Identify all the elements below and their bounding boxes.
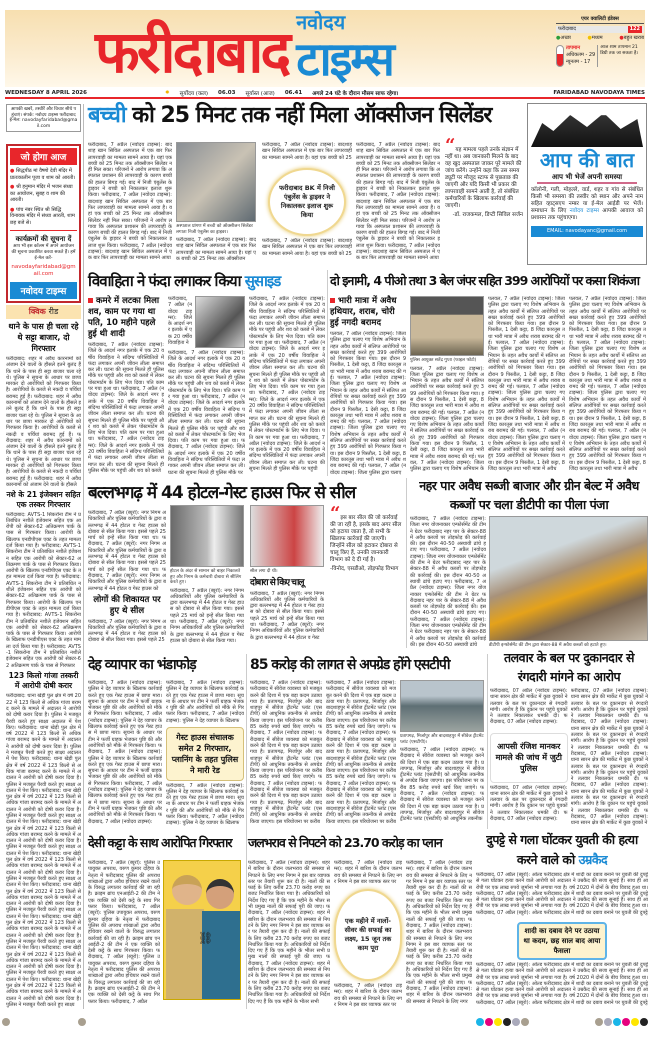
aapki-title: आप की बात [539, 148, 635, 172]
story-headline: 123 किलो गांजा तस्करी में आरोपी दोषी करार [8, 671, 79, 691]
hotels-body: फरीदाबाद, 7 अप्रैल (ब्यूरो): नगर निगम अधिकारियों और पुलिस कर्मचारियों के द्वारा बल्लभगढ़ में 44 होटल व गेस्ट हाउस को दोबारा से सील किया गया। इससे पहले 25 [88, 618, 166, 644]
masthead-title: फरीदाबाद [95, 18, 289, 87]
lead-column [262, 142, 352, 262]
extortion-body: फरीदाबाद, 07 अप्रैल (नवोदय टाइम्स): थाना सारन क्षेत्र की मार्केट में कुछ युवकों ने तलवार के बल पर दुकानदार से रंगदारी मांगी। आरोप है कि दुकान पर पहुंचे युवकों ने तलवार निकालकर धमकी दी। फरीदाबाद, 07 अप्रैल (नवोदय टाइम्स): [490, 688, 568, 726]
promo-text: आपकी खबरें, तस्वीरें और विचार सीधे पहुंचाएं। संपर्क: नवोदय टाइम्स फरीदाबाद [10, 107, 77, 118]
vice-callout: गेस्ट हाउस संचालक समेत 2 गिरफ्तार, प्लानिंग के तहत पुलिस ने मारी रेड [166, 727, 244, 781]
temp-min: न्यूनतम - 17 [566, 59, 591, 65]
sunrise-label: सूर्योदय (कल) [179, 90, 209, 97]
story-headline: नशे के 21 इंजेक्शन सहित एक तस्कर गिरफ्तार [6, 489, 81, 509]
aqi-title: एयर क्वालिटी इंडेक्स [556, 16, 644, 24]
aqi-city: फरीदाबाद [558, 26, 576, 32]
story-body: फरीदाबाद: थाना खेड़ी पुल क्षेत्र में वर्ष 2022 में 123 किलो से अधिक गांजा बरामद करने के मामले में अदालत ने आरोपी को दोषी करार दिया है। पुलिस ने मजबूत पैरवी करते हुए साक्ष्य अदालत में पेश किए। फरीदाबाद: थाना खेड़ी पुल क्षेत्र में वर्ष 2022 में 123 किलो से अधिक गांजा बरामद करने के मामले में अदालत ने आरोपी को दोषी करार दिया है। पुलिस ने मजबूत पैरवी करते हुए साक्ष्य अदालत में पेश किए। फरीदाबाद: थाना खेड़ी पुल क्षेत्र में वर्ष 2022 में 123 किलो से अधिक गांजा बरामद करने के मामले में अदालत ने आरोपी को दोषी करार दिया है। पुलिस ने मजबूत पैरवी करते हुए साक्ष्य अदालत में पेश किए। फरीदाबाद: थाना खेड़ी पुल क्षेत्र में वर्ष 2022 में 123 किलो से अधिक गांजा बरामद करने के मामले में अदालत ने आरोपी को दोषी करार दिया है। पुलिस ने मजबूत पैरवी करते हुए साक्ष्य अदालत में पेश किए। फरीदाबाद: थाना खेड़ी पुल क्षेत्र में वर्ष 2022 में 123 किलो से अधिक गांजा बरामद करने के मामले में अदालत ने आरोपी को दोषी करार दिया है। पुलिस ने मजबूत पैरवी करते हुए साक्ष्य अदालत में पेश किए। फरीदाबाद: थाना खेड़ी पुल क्षेत्र में वर्ष 2022 में 123 किलो से अधिक गांजा बरामद करने के मामले में अदालत ने आरोपी को दोषी करार दिया है। पुलिस ने मजबूत पैरवी करते हुए साक्ष्य अदालत में पेश किए। फरीदाबाद: थाना खेड़ी पुल क्षेत्र में वर्ष 2022 में 123 किलो से अधिक गांजा बरामद करने के मामले में अदालत ने आरोपी को दोषी करार दिया है। पुलिस ने मजबूत पैरवी करते हुए साक्ष्य अदालत में पेश किए। फरीदाबाद: थाना खेड़ी पुल क्षेत्र में वर्ष 2022 में 123 किलो से अधिक गांजा बरामद करने के मामले में अदालत ने आरोपी को दोषी करार दिया है। पुलिस ने मजबूत पैरवी करते हुए साक्ष्य अदालत में पेश किए। फरीदाबाद: थाना खेड़ी पुल क्षेत्र में वर्ष 2022 में 123 किलो से अधिक गांजा बरामद करने के मामले में अदालत ने आरोपी को दोषी करार दिया है। पुलिस ने मजबूत पैरवी करते हुए साक्ष्य अदालत में पेश किए। फरीदाबाद: थाना खेड़ी पुल क्षेत्र में वर्ष 2022 में 123 किलो से अधिक गांजा बरामद करने के मामले में अदालत ने आरोपी को दोषी करार दिया है। पुलिस ने मजबूत पैरवी करते हुए साक्ष्य [6, 693, 81, 1008]
extortion-story [490, 648, 648, 827]
story-body: फरीदाबाद: शहर में अवैध कारनामों को अंजाम देने वालों के हौसले इतने बुलंद हैं कि थाने के पास ही सट्टा बाजार चला रहे थे। पुलिस ने सूचना के आधार पर छापा मारकर दो आरोपियों को गिरफ्तार किया है। आरोपियों के कब्जे से नकदी व पर्चियां बरामद हुई हैं। फरीदाबाद: शहर में अवैध कारनामों को अंजाम देने वालों के हौसले इतने बुलंद हैं कि थाने के पास ही सट्टा बाजार चला रहे थे। पुलिस ने सूचना के आधार पर छापा मारकर दो आरोपियों को गिरफ्तार किया है। आरोपियों के कब्जे से नकदी व पर्चियां बरामद हुई हैं। फरीदाबाद: शहर में अवैध कारनामों को अंजाम देने वालों के हौसले इतने बुलंद हैं कि थाने के पास ही सट्टा बाजार चला रहे थे। पुलिस ने सूचना के आधार पर छापा मारकर दो आरोपियों को गिरफ्तार किया है। आरोपियों के कब्जे से नकदी व पर्चियां बरामद हुई हैं। फरीदाबाद: शहर में अवैध कारनामों को अंजाम देने वालों के हौसले [6, 356, 81, 488]
murder-story [476, 830, 648, 1010]
stp-plant-photo [400, 680, 484, 732]
extortion-headline: तलवार के बल पर दुकानदार से रंगदारी मांगने का आरोप [504, 650, 634, 684]
vice-column [88, 680, 162, 827]
katta-body: फरीदाबाद, 7 अप्रैल (ब्यूरो): पुलिस उपायुक्त अपराध, वरुण कुमार दहिया के नेतृत्व में फरीदाबाद पुलिस की अपराध शाखाओं द्वारा अवैध हथियार रखने वालों के विरुद्ध लगातार कार्रवाई की जा रही है। क्राइम ब्रांच एनआईटी-2 की टीम ने एक व्यक्ति को देसी कट्टे के साथ गिरफ्तार किया। फरीदाबाद, 7 अप्रैल (ब्यूरो): पुलिस उपायुक्त अपराध, वरुण कुमार दहिया के नेतृत्व में फरीदाबाद पुलिस की अपराध शाखाओं द्वारा अवैध हथियार रखने वालों के विरुद्ध लगातार कार्रवाई की जा रही है। क्राइम ब्रांच एनआईटी-2 की टीम ने एक व्यक्ति को देसी कट्टे के साथ गिरफ्तार किया। फरीदाबाद, 7 अप्रैल (ब्यूरो): पुलिस उपायुक्त अपराध, वरुण कुमार दहिया के नेतृत्व में फरीदाबाद पुलिस की अपराध शाखाओं द्वारा अवैध हथियार रखने वालों के विरुद्ध लगातार कार्रवाई की जा रही है। क्राइम ब्रांच एनआईटी-2 की टीम ने एक व्यक्ति को देसी कट्टे के साथ गिरफ्तार किया। फरीदाबाद, 7 अप्रैल [88, 860, 160, 1005]
arrests-column [488, 296, 565, 476]
masthead [95, 6, 550, 86]
quick-read-banner: क्विक रीड [6, 305, 81, 319]
paper-name: FARIDABAD NAVODAYA TIMES [553, 89, 645, 96]
left-column [6, 104, 81, 1009]
bulldozer-photo [489, 516, 648, 641]
lead-callout: फरीदाबाद BK में निजी एंबुलेंस के ड्राइवर ने निकालकर इलाज शुरू किया [268, 168, 346, 236]
lead-body: फरीदाबाद, 7 अप्रैल (नवोदय टाइम्स): बादशाह खान सिविल अस्पताल में एक बार फिर लापरवाही का मामला सामने आया है। यहां एक बच्ची को 25 मिनट तक ऑक्सीजन सिलेंडर नहीं मिल सका। परिजनों ने आरोप लगाया कि अस्पताल प्रशासन की लापरवाही के कारण बच्ची की हालत बिगड़ गई। बाद में निजी एंबुलेंस के ड्राइवर ने बच्ची को निकालकर इलाज शुरू किया। फरीदाबाद, 7 अप्रैल (नवोदय टाइम्स): बादशाह खान सिविल अस्पताल में एक बार फिर लापरवाही का मामला सामने आया है। यहां एक बच्ची को 25 मिनट तक ऑक्सीजन सिलेंडर नहीं मिल सका। परिजनों ने आरोप लगाया कि अस्पताल प्रशासन की लापरवाही के कारण बच्ची की हालत बिगड़ गई। बाद में निजी एंबुलेंस के ड्राइवर ने बच्ची को निकालकर इलाज शुरू किया। फरीदाबाद, 7 अप्रैल (नवोदय टाइम्स): बादशाह खान सिविल अस्पताल में एक बार फिर लापरवाही का मामला सामने आया [356, 142, 440, 262]
temp-label: तापमान [566, 45, 581, 51]
vice-column [166, 680, 244, 827]
hotel-sealing-photo-1 [170, 505, 244, 567]
extortion-body: फरीदाबाद, 07 अप्रैल (नवोदय टाइम्स): थाना सारन क्षेत्र की मार्केट में कुछ युवकों ने तलवार के बल पर दुकानदार से रंगदारी मांगी। आरोप है कि दुकान पर पहुंचे युवकों ने तलवार निकालकर धमकी दी। फरीदाबाद, 07 अप्रैल (नवोदय टाइम्स): [490, 784, 568, 822]
story-body: फरीदाबाद: AVTS-1 सिकरोना टीम ने प्रतिबंधित नशीले इंजेक्शन सहित एक आरोपी को सेक्टर-62 अतिक्रमण पार्क के पास से गिरफ्तार किया। आरोपी के खिलाफ एनडीपीएस एक्ट के तहत मामला दर्ज किया गया है। फरीदाबाद: AVTS-1 सिकरोना टीम ने प्रतिबंधित नशीले इंजेक्शन सहित एक आरोपी को सेक्टर-62 अतिक्रमण पार्क के पास से गिरफ्तार किया। आरोपी के खिलाफ एनडीपीएस एक्ट के तहत मामला दर्ज किया गया है। फरीदाबाद: AVTS-1 सिकरोना टीम ने प्रतिबंधित नशीले इंजेक्शन सहित एक आरोपी को सेक्टर-62 अतिक्रमण पार्क के पास से गिरफ्तार किया। आरोपी के खिलाफ एनडीपीएस एक्ट के तहत मामला दर्ज किया गया है। फरीदाबाद: AVTS-1 सिकरोना टीम ने प्रतिबंधित नशीले इंजेक्शन सहित एक आरोपी को सेक्टर-62 अतिक्रमण पार्क के पास से गिरफ्तार किया। आरोपी के खिलाफ एनडीपीएस एक्ट के तहत मामला दर्ज किया गया है। फरीदाबाद: AVTS-1 सिकरोना टीम ने प्रतिबंधित नशीले इंजेक्शन सहित एक आरोपी को सेक्टर-62 अतिक्रमण पार्क के पास से गिरफ्तार [6, 511, 81, 669]
column-divider [327, 270, 328, 476]
lead-column [88, 142, 172, 262]
aapki-text: कॉलोनी, गली, मोहल्ले, वार्ड, शहर व गांव से संबंधित किसी भी समस्या की तस्वीर को स्थान और अपने नाम सहित व्हाट्सएप नम्बर या ई-मेल आईडी पर भेजें। समाधान के लिए नवोदय टाइम्स आपकी आवाज को प्रशासन तक पहुंचाएगा। [531, 187, 644, 221]
lead-headline: बच्ची को 25 मिनट तक नहीं मिला ऑक्सीजन सिलेंडर [88, 103, 492, 128]
dtp-photo-caption: डीटीपी इन्फोर्समेंट की टीम द्वारा सेक्टर-88 में अवैध कब्जों को हटाते हुए। [489, 642, 607, 648]
suicide-photo [195, 296, 245, 348]
brand-logo: नवोदय टाइम्स [10, 282, 77, 299]
suicide-body: फरीदाबाद, 7 अप्रैल (नवोदय टाइम्स): जिले के आदर्श नगर इलाके में एक 20 वर्षीय विवाहिता ने संदिग्ध परिस्थितियों में फंदा लगाकर अपनी जीवन लीला समाप्त कर ली। घटना की सूचना मिलते ही पुलिस मौके पर पहुंची और शव को कब्जे में लेकर पोस्टमार्टम के लिए भेज दिया। पति काम पर गया हुआ था। फरीदाबाद, 7 अप्रैल (नवोदय टाइम्स): जिले के आदर्श नगर इलाके में एक 20 वर्षीय विवाहिता ने संदिग्ध परिस्थितियों में फंदा लगाकर अपनी जीवन लीला समाप्त कर ली। घटना की सूचना मिलते ही पुलिस मौके पर पहुंची और शव को कब्जे में लेकर पोस्टमार्टम के लिए भेज दिया। पति काम पर गया हुआ था। फरीदाबाद, 7 अप्रैल (नवोदय टाइम्स): जिले के आदर्श नगर इलाके में एक 20 वर्षीय विवाहिता ने संदिग्ध परिस्थितियों में फंदा लगाकर अपनी जीवन लीला समाप्त कर ली। घटना की सूचना मिलते ही पुलिस मौके पर पहुंची और शव को कब्जे [88, 342, 164, 474]
events-title: कार्यक्रमों की सूचना दें [15, 235, 72, 243]
flood-column [248, 860, 330, 1010]
quote-author: -डॉ. राजकमल, डिप्टी सिविल सर्जन [452, 212, 523, 218]
masthead-title-top: नवोदय [296, 11, 346, 35]
today-item: ● श्री हनुमान मंदिर में भजन संध्या का आयोजन, सुबह व शाम की आरती। [10, 184, 73, 203]
vice-body: फरीदाबाद, 7 अप्रैल (नवोदय टाइम्स): पुलिस ने देह व्यापार के खिलाफ कार्रवाई करते हुए एक गेस्ट हाउस में छापा मारा। सूचना के आधार पर टीम ने फर्जी ग्राहक भेजकर पुष्टि की और आरोपियों को मौके से गिरफ्तार किया। फरीदाबाद, 7 अप्रैल (नवोदय टाइम्स): पुलिस ने देह व्यापार के खिलाफ [166, 782, 244, 827]
date: WEDNESDAY 8 APRIL 2026 [5, 89, 87, 96]
hotels-body: फरीदाबाद, 7 अप्रैल (ब्यूरो): नगर निगम अधिकारियों और पुलिस कर्मचारियों के द्वारा बल्लभगढ़ में 44 होटल व गेस्ट हाउस को दोबारा से सील किया गया। इससे पहले 25 मार्च को इन्हें सील किया गया था। फरीदाबाद, 7 अप्रैल (ब्यूरो): नगर निगम अधिकारियों और पुलिस कर्मचारियों के द्वारा बल्लभगढ़ में 44 होटल व गेस्ट हाउस को दोबारा से सील किया गया। इससे पहले 25 मार्च को इन्हें सील किया गया था। फरीदाबाद, 7 अप्रैल (ब्यूरो): नगर निगम अधिकारियों और पुलिस कर्मचारियों के द्वारा बल्लभगढ़ में 44 होटल व गेस्ट हाउस को [88, 510, 166, 592]
lead-photo-caption: अस्पताल प्रांगण में बच्ची को ऑक्सीजन सिलेंडर लगाता निजी एंबुलेंस का ड्राइवर। [176, 224, 253, 235]
katta-headline: देसी कट्टा के साथ आरोपित गिरफ्तार [88, 835, 232, 850]
handcuffs-icon: ⛓ [198, 931, 214, 945]
flood-body: फरीदाबाद, 7 अप्रैल (नवोदय टाइम्स): शहर में बारिश के दौरान जलभराव की समस्या से निपटने के लिए नगर निगम ने इस बार व्यापक स्तर पर तैयारी शुरू कर दी है। नालों की सफाई के लिए करीब 23.70 करोड़ रुपए का बजट निर्धारित किया गया है। अधिकारियों को निर्देश दिए गए हैं कि एक महीने के भीतर सभी प्रमुख नालों की सफाई पूरी की जाए। फरीदाबाद, 7 अप्रैल (नवोदय टाइम्स): शहर में बारिश के दौरान जलभराव की समस्या से निपटने के लिए नगर निगम ने इस बार व्यापक स्तर पर तैयारी शुरू कर दी है। नालों की सफाई के लिए करीब 23.70 करोड़ रुपए का बजट निर्धारित किया गया है। अधिकारियों को निर्देश दिए गए हैं कि एक महीने के भीतर सभी प्रमुख नालों की सफाई पूरी की जाए। फरीदाबाद, 7 अप्रैल (नवोदय टाइम्स): शहर में बारिश के दौरान जलभराव की समस्या से निपटने के लिए नगर [406, 860, 472, 1005]
suicide-headline: विवाहिता ने फंदा लगाकर किया सुसाइड [88, 272, 281, 290]
extortion-callout: आपसी रंजिश मानकर मामले की जांच में जुटी पुलिस [490, 733, 568, 783]
lead-body: फरीदाबाद, 7 अप्रैल (नवोदय टाइम्स): बादशाह खान सिविल अस्पताल में एक बार फिर लापरवाही का मामला सामने आया है। यहां एक बच्ची को 25 [262, 238, 352, 257]
dateline [5, 88, 645, 99]
stp-column [326, 680, 396, 827]
story-headline: थाने के पास ही चला रहे थे सट्टा बाजार, दो गिरफ्तार [8, 322, 79, 353]
lead-body: फरीदाबाद, 7 अप्रैल (नवोदय टाइम्स): बादशाह खान सिविल अस्पताल में एक बार फिर लापरवाही का मामला सामने आया है। यहां एक बच्ची को 25 मिनट तक ऑक्सीजन सिलेंडर नहीं मिल सका। परिजनों ने आरोप लगाया कि अस्पताल प्रशासन की लापरवाही के कारण बच्ची की हालत बिगड़ गई। बाद में निजी एंबुलेंस के ड्राइवर ने बच्ची को निकालकर इलाज शुरू किया। फरीदाबाद, 7 अप्रैल (नवोदय टाइम्स): बादशाह खान सिविल अस्पताल में एक बार फिर लापरवाही का मामला सामने आया है। यहां एक बच्ची को 25 मिनट तक ऑक्सीजन सिलेंडर नहीं मिल सका। परिजनों ने आरोप लगाया कि अस्पताल प्रशासन की लापरवाही के कारण बच्ची की हालत बिगड़ गई। बाद में निजी एंबुलेंस के ड्राइवर ने बच्ची को निकालकर इलाज शुरू किया। फरीदाबाद, 7 अप्रैल (नवोदय टाइम्स): बादशाह खान सिविल अस्पताल में एक बार फिर लापरवाही का मामला सामने आया [88, 142, 172, 262]
lead-column [176, 142, 256, 262]
vice-headline: देह व्यापार का भंडाफोड़ [88, 657, 196, 673]
flood-body: फरीदाबाद, 7 अप्रैल (नवोदय टाइम्स): शहर में बारिश के दौरान जलभराव की समस्या से निपटने के लिए नगर निगम ने इस बार व्यापक स्तर पर [334, 983, 402, 1008]
flood-headline: जलभराव से निपटने को 23.70 करोड़ का प्लान [248, 835, 442, 850]
today-title: जो होगा आज [10, 148, 77, 165]
hotels-subheadline: लोगों की शिकायत पर हुए थे सील [93, 594, 161, 616]
arrests-body: पलवल, 7 अप्रैल (नवोदय टाइम्स): जिला पुलिस द्वारा चलाए गए विशेष अभियान के तहत अवैध कार्यों में संलिप्त आरोपियों पर सख्त कार्रवाई करते हुए 399 आरोपियों को गिरफ्तार किया गया। इस दौरान 9 पिस्तौल, 1 देसी कट्टा, 8 जिंदा कारतूस तथा भारी मात्रा में अवैध शराब बरामद की गई। पलवल, 7 अप्रैल (नवोदय टाइम्स): जिला पुलिस द्वारा चलाए गए विशेष अभियान के तहत अवैध कार्यों में संलिप्त आरोपियों पर सख्त कार्रवाई करते हुए 399 आरोपियों को गिरफ्तार किया गया। इस दौरान 9 पिस्तौल, 1 देसी कट्टा, 8 जिंदा कारतूस तथा भारी मात्रा में अवैध शराब बरामद की गई। पलवल, 7 अप्रैल (नवोदय टाइम्स): जिला पुलिस द्वारा चलाए गए विशेष अभियान के [410, 365, 484, 473]
lead-body: फरीदाबाद, 7 अप्रैल (नवोदय टाइम्स): बादशाह खान सिविल अस्पताल में एक बार फिर लापरवाही का मामला सामने आया है। यहां एक बच्ची को 25 [262, 142, 352, 161]
column-divider [406, 478, 407, 648]
promo-box [6, 104, 81, 132]
arrests-body: पलवल, 7 अप्रैल (नवोदय टाइम्स): जिला पुलिस द्वारा चलाए गए विशेष अभियान के तहत अवैध कार्यों में संलिप्त आरोपियों पर सख्त कार्रवाई करते हुए 399 आरोपियों को गिरफ्तार किया गया। इस दौरान 9 पिस्तौल, 1 देसी कट्टा, 8 जिंदा कारतूस तथा भारी मात्रा में अवैध शराब बरामद की गई। पलवल, 7 अप्रैल (नवोदय टाइम्स): जिला पुलिस द्वारा चलाए गए विशेष अभियान के तहत अवैध कार्यों में संलिप्त आरोपियों पर सख्त कार्रवाई करते हुए 399 आरोपियों को गिरफ्तार किया गया। इस दौरान 9 पिस्तौल, 1 देसी कट्टा, 8 जिंदा कारतूस तथा भारी मात्रा में अवैध शराब बरामद की गई। पलवल, 7 अप्रैल (नवोदय टाइम्स): जिला पुलिस द्वारा चलाए गए विशेष अभियान के तहत अवैध कार्यों में संलिप्त आरोपियों पर सख्त कार्रवाई करते हुए 399 आरोपियों को गिरफ्तार किया गया। इस दौरान 9 पिस्तौल, 1 देसी कट्टा, 8 जिंदा कारतूस तथा भारी मात्रा में अवैध शराब बरामद की गई। पलवल, 7 अप्रैल (नवोदय टाइम्स): जिला पुलिस द्वारा चलाए गए विशेष अभियान के तहत अवैध कार्यों में संलिप्त आरोपियों पर सख्त कार्रवाई करते हुए 399 आरोपियों को गिरफ्तार किया गया। इस दौरान 9 पिस्तौल, 1 देसी कट्टा, 8 जिंदा कारतूस तथा भारी मात्रा में अवैध [488, 296, 565, 473]
protest-silhouette-image [531, 107, 643, 147]
stp-body: फरीदाबाद, 7 अप्रैल (नवोदय टाइम्स): फरीदाबाद में सीवेज व्यवस्था को मजबूत करने की दिशा में एक बड़ा कदम उठाया गया है। प्रतापगढ़, मिर्जापुर और बादशाहपुर में सीवेज ट्रीटमेंट प्लांट (एसटीपी) को आधुनिक तकनीक से अपग्रेड किया जाएगा। इस परियोजना पर करीब 85 करोड़ रुपये खर्च किए जाएंगे। फरीदाबाद, 7 अप्रैल (नवोदय टाइम्स): फरीदाबाद में सीवेज व्यवस्था को मजबूत करने की दिशा में एक बड़ा कदम उठाया गया है। प्रतापगढ़, मिर्जापुर और बादशाहपुर में सीवेज ट्रीटमेंट प्लांट (एसटीपी) को आधुनिक तकनीक से अपग्रेड किया जाएगा। इस परियोजना पर करीब 85 करोड़ रुपये खर्च किए जाएंगे। फरीदाबाद, 7 अप्रैल (नवोदय टाइम्स): फरीदाबाद में सीवेज व्यवस्था को मजबूत करने की दिशा में एक बड़ा कदम उठाया गया है। प्रतापगढ़, मिर्जापुर और बादशाहपुर में सीवेज ट्रीटमेंट प्लांट (एसटीपी) को आधुनिक तकनीक से अपग्रेड किया जाएगा। इस परियोजना पर करीब [250, 680, 322, 825]
arrests-column [330, 296, 406, 476]
hotel-sealing-photo-2 [250, 505, 324, 567]
column-divider [246, 654, 247, 1009]
weather-forecast: अगले 24 घंटे के दौरान मौसम साफ रहेगा। [312, 90, 399, 97]
lead-column [356, 142, 440, 262]
stp-column [250, 680, 322, 827]
events-text: आप भी इस कॉलम में अपने आयोजन की सूचना प्रकाशित करवा सकते हैं। हमें ई-मेल करें- [11, 244, 76, 261]
column-divider [83, 104, 84, 1009]
flood-body: फरीदाबाद, 7 अप्रैल (नवोदय टाइम्स): शहर में बारिश के दौरान जलभराव की समस्या से निपटने के लिए नगर निगम ने इस बार व्यापक स्तर पर [334, 860, 402, 885]
today-item: ● पांच नंबर स्थित श्री सिद्धि विनायक मंदिर में संध्या आरती, शाम छह बजे से। [10, 206, 75, 226]
flood-callout: एक महीने में नालों-सीवर की सफाई का लक्ष्य, 15 जून तक काम पूरा [334, 889, 402, 981]
hotels-photo-caption: होटल के अंदर से सामान को बाहर निकालते हुए और निगम के कर्मचारी दोबारा से सीलिंग करते हुए। [170, 569, 242, 585]
arrests-subheadline: भारी मात्रा में अवैध हथियार, शराब, चोरी हुई नगदी बरामद [330, 296, 406, 329]
hotels-body: फरीदाबाद, 7 अप्रैल (ब्यूरो): नगर निगम अधिकारियों और पुलिस कर्मचारियों के द्वारा बल्लभगढ़ में 44 होटल व गेस्ट हाउस को दोबारा से सील किया गया। इससे पहले 25 मार्च को इन्हें सील किया गया था। फरीदाबाद, 7 अप्रैल (ब्यूरो): नगर निगम अधिकारियों और पुलिस कर्मचारियों के द्वारा बल्लभगढ़ में 44 होटल व गेस्ट [250, 590, 324, 641]
sunset-label: सूर्यास्त (आज) [245, 90, 275, 97]
murder-body: फरीदाबाद, 07 अप्रैल (ब्यूरो): ओल्ड फरीदाबाद क्षेत्र में शादी का दबाव बनाने पर युवती की दुपट्टे से गला घोंटकर हत्या करने वाले आरोपी को अदालत ने उम्रकैद की सजा सुनाई है। साथ ही आरोपी पर एक लाख रुपये जुर्माना भी लगाया गया है। वर्ष 2020 में दोनों के बीच विवाद हुआ था। फरीदाबाद, 07 अप्रैल (ब्यूरो): ओल्ड फरीदाबाद क्षेत्र में शादी का दबाव बनाने पर युवती की दुपट्टे से गला घोंटकर हत्या करने वाले आरोपी को अदालत ने उम्रकैद की सजा सुनाई है। साथ ही आरोपी पर एक लाख रुपये जुर्माना भी लगाया गया है। वर्ष 2020 में दोनों के बीच विवाद हुआ था। फरीदाबाद, 07 अप्रैल (ब्यूरो): ओल्ड फरीदाबाद क्षेत्र में शादी का दबाव बनाने पर युवती की दुपट्टे [476, 962, 648, 1006]
arrests-body: पलवल, 7 अप्रैल (नवोदय टाइम्स): जिला पुलिस द्वारा चलाए गए विशेष अभियान के तहत अवैध कार्यों में संलिप्त आरोपियों पर सख्त कार्रवाई करते हुए 399 आरोपियों को गिरफ्तार किया गया। इस दौरान 9 पिस्तौल, 1 देसी कट्टा, 8 जिंदा कारतूस तथा भारी मात्रा में अवैध शराब बरामद की गई। पलवल, 7 अप्रैल (नवोदय टाइम्स): जिला पुलिस द्वारा चलाए गए विशेष अभियान के तहत अवैध कार्यों में संलिप्त आरोपियों पर सख्त कार्रवाई करते हुए 399 आरोपियों को गिरफ्तार किया गया। इस दौरान 9 पिस्तौल, 1 देसी कट्टा, 8 जिंदा कारतूस तथा भारी मात्रा में अवैध शराब बरामद की गई। पलवल, 7 अप्रैल (नवोदय टाइम्स): जिला पुलिस द्वारा चलाए गए विशेष अभियान के तहत अवैध कार्यों में संलिप्त आरोपियों पर सख्त कार्रवाई करते हुए 399 आरोपियों को गिरफ्तार किया गया। इस दौरान 9 पिस्तौल, 1 देसी कट्टा, 8 जिंदा कारतूस तथा भारी मात्रा में अवैध शराब बरामद की गई। पलवल, 7 अप्रैल (नवोदय टाइम्स): जिला पुलिस द्वारा चलाए गए विशेष अभियान के तहत अवैध कार्यों में संलिप्त आरोपियों पर सख्त कार्रवाई करते हुए 399 आरोपियों को गिरफ्तार किया गया। इस दौरान 9 पिस्तौल, 1 देसी कट्टा, 8 जिंदा कारतूस तथा भारी मात्रा में अवैध [569, 296, 646, 473]
suicide-column [168, 296, 245, 476]
thermometer-icon [556, 45, 564, 67]
hotels-photo-caption: सील लगा दी थी। [250, 569, 278, 574]
hotels-column [170, 505, 244, 646]
arrests-headline: दो इनामी, 4 पीओ तथा 3 बेल जंपर सहित 399 आरोपियों पर कसा शिकंजा [330, 273, 640, 288]
suicide-body: फरीदाबाद, 7 अप्रैल (नवोदय टाइम्स): जिले के आदर्श नगर इलाके में एक 20 वर्षीय विवाहिता ने [168, 296, 192, 347]
murder-body: फरीदाबाद, 07 अप्रैल (ब्यूरो): ओल्ड फरीदाबाद क्षेत्र में शादी का दबाव बनाने पर युवती की दुपट्टे से गला घोंटकर हत्या करने वाले आरोपी को अदालत ने उम्रकैद की सजा सुनाई है। साथ ही आरोपी पर एक लाख रुपये जुर्माना भी लगाया गया है। वर्ष 2020 में दोनों के बीच विवाद हुआ था। फरीदाबाद, 07 अप्रैल (ब्यूरो): ओल्ड फरीदाबाद क्षेत्र में शादी का दबाव बनाने पर युवती की दुपट्टे से गला घोंटकर हत्या करने वाले आरोपी को अदालत ने उम्रकैद की सजा सुनाई है। साथ ही आरोपी पर एक लाख रुपये जुर्माना भी लगाया गया है। वर्ष 2020 में दोनों के बीच विवाद हुआ था। फरीदाबाद, 07 अप्रैल (ब्यूरो): ओल्ड फरीदाबाद क्षेत्र में शादी का दबाव बनाने पर युवती की दुपट्टे [476, 872, 648, 916]
aqi-value: 122 [629, 26, 640, 32]
quote-icon: “ [445, 135, 456, 156]
suicide-body: फरीदाबाद, 7 अप्रैल (नवोदय टाइम्स): जिले के आदर्श नगर इलाके में एक 20 वर्षीय विवाहिता ने संदिग्ध परिस्थितियों में फंदा लगाकर अपनी जीवन लीला समाप्त कर ली। घटना की सूचना मिलते ही पुलिस मौके पर पहुंची और शव को कब्जे में लेकर पोस्टमार्टम के लिए भेज दिया। पति काम पर गया हुआ था। फरीदाबाद, 7 अप्रैल (नवोदय टाइम्स): जिले के आदर्श नगर इलाके में एक 20 वर्षीय विवाहिता ने संदिग्ध परिस्थितियों में फंदा लगाकर अपनी जीवन लीला समाप्त कर ली। घटना की सूचना मिलते ही पुलिस मौके पर पहुंची और शव को कब्जे में लेकर पोस्टमार्टम के लिए भेज दिया। पति काम पर गया हुआ था। फरीदाबाद, 7 अप्रैल (नवोदय टाइम्स): जिले के आदर्श नगर इलाके में एक 20 वर्षीय विवाहिता ने संदिग्ध परिस्थितियों में फंदा लगाकर अपनी जीवन लीला समाप्त कर ली। घटना की सूचना मिलते ही पुलिस मौके पर पहुंची और शव को कब्जे में लेकर पोस्टमार्टम के लिए भेज दिया। पति काम पर गया हुआ था। फरीदाबाद, 7 अप्रैल (नवोदय टाइम्स): जिले के आदर्श नगर इलाके में एक 20 वर्षीय विवाहिता ने संदिग्ध परिस्थितियों में फंदा लगाकर अपनी जीवन लीला समाप्त कर ली। घटना की सूचना मिलते ही पुलिस मौके पर पहुंची [249, 296, 325, 473]
promo-email: ई-मेल: navodayfaridabad@gmail.com [9, 118, 78, 129]
aapki-subtitle: आप भी भेजें अपनी समस्या [537, 173, 637, 184]
suicide-column [88, 296, 164, 476]
stp-column [400, 680, 484, 827]
aqi-legend-bad: ●बहुत खराब [619, 35, 644, 41]
vice-body: फरीदाबाद, 7 अप्रैल (नवोदय टाइम्स): पुलिस ने देह व्यापार के खिलाफ कार्रवाई करते हुए एक गेस्ट हाउस में छापा मारा। सूचना के आधार पर टीम ने फर्जी ग्राहक भेजकर पुष्टि की और आरोपियों को मौके से गिरफ्तार किया। फरीदाबाद, 7 अप्रैल (नवोदय टाइम्स): पुलिस ने देह व्यापार के खिलाफ [166, 680, 244, 724]
dtp-headline: नहर पार अवैध सब्जी बाजार और ग्रीन बेल्ट में अवैध कब्जों पर चला डीटीपी का पीला पंजा [419, 478, 639, 512]
dtp-body: फरीदाबाद, 7 अप्रैल (नवोदय टाइम्स): जिला नगर योजनाकार एन्फोर्समेंट की टीम ने ग्रेटर फरीदाबाद नहर पार के सेक्टर-88 में अवैध कब्जों पर तोड़फोड़ की कार्रवाई की। इस दौरान 40-50 अस्थायी ढांचे हटाए गए। फरीदाबाद, 7 अप्रैल (नवोदय टाइम्स): जिला नगर योजनाकार एन्फोर्समेंट की टीम ने ग्रेटर फरीदाबाद नहर पार के सेक्टर-88 में अवैध कब्जों पर तोड़फोड़ की कार्रवाई की। इस दौरान 40-50 अस्थायी ढांचे हटाए गए। फरीदाबाद, 7 अप्रैल (नवोदय टाइम्स): जिला नगर योजनाकार एन्फोर्समेंट की टीम ने ग्रेटर फरीदाबाद नहर पार के सेक्टर-88 में अवैध कब्जों पर तोड़फोड़ की कार्रवाई की। इस दौरान 40-50 अस्थायी ढांचे हटाए गए। फरीदाबाद, 7 अप्रैल (नवोदय टाइम्स): जिला नगर योजनाकार एन्फोर्समेंट की टीम ने ग्रेटर फरीदाबाद नहर पार के सेक्टर-88 में अवैध कब्जों पर तोड़फोड़ की कार्रवाई की। इस दौरान 40-50 अस्थायी ढांचे [410, 516, 486, 648]
today-box [6, 144, 81, 303]
police-commissioner-photo [410, 296, 484, 356]
sunset-time: 06.41 [284, 89, 303, 96]
suicide-body: फरीदाबाद, 7 अप्रैल (नवोदय टाइम्स): जिले के आदर्श नगर इलाके में एक 20 वर्षीय विवाहिता ने संदिग्ध परिस्थितियों में फंदा लगाकर अपनी जीवन लीला समाप्त कर ली। घटना की सूचना मिलते ही पुलिस मौके पर पहुंची और शव को कब्जे में लेकर पोस्टमार्टम के लिए भेज दिया। पति काम पर गया हुआ था। फरीदाबाद, 7 अप्रैल (नवोदय टाइम्स): जिले के आदर्श नगर इलाके में एक 20 वर्षीय विवाहिता ने संदिग्ध परिस्थितियों में फंदा लगाकर अपनी जीवन लीला समाप्त कर ली। घटना की सूचना मिलते ही पुलिस मौके पर पहुंची और शव को कब्जे में लेकर पोस्टमार्टम के लिए भेज दिया। पति काम पर गया हुआ था। फरीदाबाद, 7 अप्रैल (नवोदय टाइम्स): जिले के आदर्श नगर इलाके में एक 20 वर्षीय विवाहिता ने संदिग्ध परिस्थितियों में फंदा लगाकर अपनी जीवन लीला समाप्त कर ली। घटना की सूचना मिलते ही पुलिस मौके पर [168, 350, 245, 476]
suicide-subheadline: कमरे में लटका मिला शव, काम पर गया था पति, 10 महीने पहले हुई थी शादी [88, 296, 164, 340]
arrests-column [410, 296, 484, 476]
lead-quote: “यह मामला पहले उनके संज्ञान में नहीं था। अब जानकारी मिलने के बाद वह खुद अस्पताल जाकर पूरे मामले की जांच करेंगे। उन्होंने कहा कि उस समय ड्यूटी पर मौजूद स्टाफ से पूछताछ की जाएगी और यदि किसी भी प्रकार की लापरवाही सामने आती है, तो संबंधित कर्मचारियों के खिलाफ कार्रवाई की जाएगी। -डॉ. राजकमल, डिप्टी सिविल सर्जन [445, 135, 523, 218]
stp-body: फरीदाबाद, 7 अप्रैल (नवोदय टाइम्स): फरीदाबाद में सीवेज व्यवस्था को मजबूत करने की दिशा में एक बड़ा कदम उठाया गया है। प्रतापगढ़, मिर्जापुर और बादशाहपुर में सीवेज ट्रीटमेंट प्लांट (एसटीपी) को आधुनिक तकनीक से अपग्रेड किया जाएगा। इस परियोजना पर करीब 85 करोड़ रुपये खर्च किए जाएंगे। फरीदाबाद, 7 अप्रैल (नवोदय टाइम्स): फरीदाबाद में सीवेज व्यवस्था को मजबूत करने की दिशा में एक बड़ा कदम उठाया गया है। प्रतापगढ़, मिर्जापुर और बादशाहपुर में सीवेज ट्रीटमेंट प्लांट (एसटीपी) को आधुनिक तकनीक [400, 747, 484, 823]
hotels-column [250, 505, 324, 646]
aapki-email[interactable]: EMAIL: navodayanc@gmail.com [531, 226, 643, 237]
murder-headline: दुपट्टे से गला घोंटकर युवती की हत्या करने वाले को उम्रकैद [486, 832, 638, 867]
aapki-baat-box [527, 103, 647, 265]
temp-note: आज शाम तापमान 21 डिग्री तक जा सकता है। [597, 45, 644, 67]
hotels-column [88, 510, 166, 646]
extortion-body: फरीदाबाद, 07 अप्रैल (नवोदय टाइम्स): थाना सारन क्षेत्र की मार्केट में कुछ युवकों ने तलवार के बल पर दुकानदार से रंगदारी मांगी। आरोप है कि दुकान पर पहुंचे युवकों ने तलवार निकालकर धमकी दी। फरीदाबाद, 07 अप्रैल (नवोदय टाइम्स): थाना सारन क्षेत्र की मार्केट में कुछ युवकों ने तलवार के बल पर दुकानदार से रंगदारी मांगी। आरोप है कि दुकान पर पहुंचे युवकों ने तलवार निकालकर धमकी दी। फरीदाबाद, 07 अप्रैल (नवोदय टाइम्स): थाना सारन क्षेत्र की मार्केट में कुछ युवकों ने तलवार के बल पर दुकानदार से रंगदारी मांगी। आरोप है कि दुकान पर पहुंचे युवकों ने तलवार निकालकर धमकी दी। फरीदाबाद, 07 अप्रैल (नवोदय टाइम्स): थाना सारन क्षेत्र की मार्केट में कुछ युवकों ने तलवार के बल पर दुकानदार से रंगदारी मांगी। आरोप है कि दुकान पर पहुंचे युवकों ने तलवार निकालकर धमकी दी। फरीदाबाद, 07 अप्रैल (नवोदय टाइम्स): थाना सारन क्षेत्र की मार्केट में कुछ युवकों ने [570, 688, 648, 827]
lead-photo [176, 142, 256, 222]
sun-icon: ✹ [165, 89, 170, 96]
flood-column [334, 860, 402, 1010]
stp-headline: 85 करोड़ की लागत से अपग्रेड होंगे एसटीपी [250, 657, 450, 673]
quote-icon: “ [330, 503, 341, 524]
masthead-title-right: टाइम्स [296, 32, 393, 87]
sunrise-time: 06.03 [218, 89, 236, 96]
quote-author: -विनोद, एसडीओ, तोड़फोड़ विभाग [330, 566, 399, 572]
aqi-legend-moderate: ●मध्यम [587, 35, 603, 41]
events-email[interactable]: navodayfaridabad@gmail.com [11, 264, 76, 277]
aqi-legend-good: ●अच्छा [556, 35, 571, 41]
stp-body: फरीदाबाद, 7 अप्रैल (नवोदय टाइम्स): फरीदाबाद में सीवेज व्यवस्था को मजबूत करने की दिशा में एक बड़ा कदम उठाया गया है। प्रतापगढ़, मिर्जापुर और बादशाहपुर में सीवेज ट्रीटमेंट प्लांट (एसटीपी) को आधुनिक तकनीक से अपग्रेड किया जाएगा। इस परियोजना पर करीब 85 करोड़ रुपये खर्च किए जाएंगे। फरीदाबाद, 7 अप्रैल (नवोदय टाइम्स): फरीदाबाद में सीवेज व्यवस्था को मजबूत करने की दिशा में एक बड़ा कदम उठाया गया है। प्रतापगढ़, मिर्जापुर और बादशाहपुर में सीवेज ट्रीटमेंट प्लांट (एसटीपी) को आधुनिक तकनीक से अपग्रेड किया जाएगा। इस परियोजना पर करीब 85 करोड़ रुपये खर्च किए जाएंगे। फरीदाबाद, 7 अप्रैल (नवोदय टाइम्स): फरीदाबाद में सीवेज व्यवस्था को मजबूत करने की दिशा में एक बड़ा कदम उठाया गया है। प्रतापगढ़, मिर्जापुर और बादशाहपुर में सीवेज ट्रीटमेंट प्लांट (एसटीपी) को आधुनिक तकनीक से अपग्रेड किया जाएगा। इस परियोजना पर करीब [326, 680, 396, 825]
vice-body: फरीदाबाद, 7 अप्रैल (नवोदय टाइम्स): पुलिस ने देह व्यापार के खिलाफ कार्रवाई करते हुए एक गेस्ट हाउस में छापा मारा। सूचना के आधार पर टीम ने फर्जी ग्राहक भेजकर पुष्टि की और आरोपियों को मौके से गिरफ्तार किया। फरीदाबाद, 7 अप्रैल (नवोदय टाइम्स): पुलिस ने देह व्यापार के खिलाफ कार्रवाई करते हुए एक गेस्ट हाउस में छापा मारा। सूचना के आधार पर टीम ने फर्जी ग्राहक भेजकर पुष्टि की और आरोपियों को मौके से गिरफ्तार किया। फरीदाबाद, 7 अप्रैल (नवोदय टाइम्स): पुलिस ने देह व्यापार के खिलाफ कार्रवाई करते हुए एक गेस्ट हाउस में छापा मारा। सूचना के आधार पर टीम ने फर्जी ग्राहक भेजकर पुष्टि की और आरोपियों को मौके से गिरफ्तार किया। फरीदाबाद, 7 अप्रैल (नवोदय टाइम्स): पुलिस ने देह व्यापार के खिलाफ कार्रवाई करते हुए एक गेस्ट हाउस में छापा मारा। सूचना के आधार पर टीम ने फर्जी ग्राहक भेजकर पुष्टि की और आरोपियों को मौके से गिरफ्तार किया। फरीदाबाद, 7 अप्रैल (नवोदय टाइम्स): [88, 680, 162, 825]
column-divider [487, 654, 488, 829]
dtp-story [410, 476, 648, 648]
arrests-photo-caption: पुलिस आयुक्त सतेंद्र गुप्ता (फाइल फोटो) [410, 358, 477, 363]
print-registration-marks [0, 1018, 650, 1030]
suicide-column [249, 296, 325, 476]
arrests-body: पलवल, 7 अप्रैल (नवोदय टाइम्स): जिला पुलिस द्वारा चलाए गए विशेष अभियान के तहत अवैध कार्यों में संलिप्त आरोपियों पर सख्त कार्रवाई करते हुए 399 आरोपियों को गिरफ्तार किया गया। इस दौरान 9 पिस्तौल, 1 देसी कट्टा, 8 जिंदा कारतूस तथा भारी मात्रा में अवैध शराब बरामद की गई। पलवल, 7 अप्रैल (नवोदय टाइम्स): जिला पुलिस द्वारा चलाए गए विशेष अभियान के तहत अवैध कार्यों में संलिप्त आरोपियों पर सख्त कार्रवाई करते हुए 399 आरोपियों को गिरफ्तार किया गया। इस दौरान 9 पिस्तौल, 1 देसी कट्टा, 8 जिंदा कारतूस तथा भारी मात्रा में अवैध शराब बरामद की गई। पलवल, 7 अप्रैल (नवोदय टाइम्स): जिला पुलिस द्वारा चलाए गए विशेष अभियान के तहत अवैध कार्यों में संलिप्त आरोपियों पर सख्त कार्रवाई करते हुए 399 आरोपियों को गिरफ्तार किया गया। इस दौरान 9 पिस्तौल, 1 देसी कट्टा, 8 जिंदा कारतूस तथा भारी मात्रा में अवैध शराब बरामद की गई। पलवल, 7 अप्रैल (नवोदय टाइम्स): जिला पुलिस द्वारा चलाए [330, 331, 406, 476]
arrests-column [569, 296, 646, 476]
hotels-body: फरीदाबाद, 7 अप्रैल (ब्यूरो): नगर निगम अधिकारियों और पुलिस कर्मचारियों के द्वारा बल्लभगढ़ में 44 होटल व गेस्ट हाउस को दोबारा से सील किया गया। इससे पहले 25 मार्च को इन्हें सील किया गया था। फरीदाबाद, 7 अप्रैल (ब्यूरो): नगर निगम अधिकारियों और पुलिस कर्मचारियों के द्वारा बल्लभगढ़ में 44 होटल व गेस्ट हाउस को दोबारा से सील किया गया। [170, 587, 244, 644]
hotels-subheadline: दोबारा से किए चालू [250, 577, 304, 588]
arrest-cartoon-illustration [163, 860, 241, 1000]
stp-photo-caption: प्रतापगढ़, मिर्जापुर और बादशाहपुर में सीवेज ट्रीटमेंट प्लांट (एसटीपी)। [400, 734, 484, 745]
katta-column [88, 860, 160, 1010]
temp-max: अधिकतम - 29 [566, 52, 596, 58]
flood-column [406, 860, 472, 1010]
aqi-box [556, 16, 644, 67]
lead-body: फरीदाबाद, 7 अप्रैल (नवोदय टाइम्स): बादशाह खान सिविल अस्पताल में एक बार फिर लापरवाही का मामला सामने आया है। यहां एक बच्ची को 25 मिनट तक ऑक्सीजन [176, 237, 256, 262]
murder-callout: शादी का दबाव देने पर उठाया था कदम, छह साल बाद आया फैसला [517, 922, 607, 960]
hotels-quote: “इस बार सील की जो कार्रवाई की जा रही है, इसके बाद अगर सील को हटाया जाता है, तो सभी के खिलाफ कार्रवाई की जाएगी। जिन्होंने सील को हटाकर दोबारा से चालू किए हैं, उनकी जानकारी विभाग को दे दी गई है। -विनोद, एसडीओ, तोड़फोड़ विभाग [330, 503, 402, 572]
today-item: ● सिद्धपीठ मां वैष्णो देवी मंदिर में प्रातःकालीन पूजा व शाम को आरती। [10, 168, 76, 181]
hotels-headline: बल्लभगढ़ में 44 होटल-गेस्ट हाउस फिर से सील [88, 483, 356, 503]
flood-body: फरीदाबाद, 7 अप्रैल (नवोदय टाइम्स): शहर में बारिश के दौरान जलभराव की समस्या से निपटने के लिए नगर निगम ने इस बार व्यापक स्तर पर तैयारी शुरू कर दी है। नालों की सफाई के लिए करीब 23.70 करोड़ रुपए का बजट निर्धारित किया गया है। अधिकारियों को निर्देश दिए गए हैं कि एक महीने के भीतर सभी प्रमुख नालों की सफाई पूरी की जाए। फरीदाबाद, 7 अप्रैल (नवोदय टाइम्स): शहर में बारिश के दौरान जलभराव की समस्या से निपटने के लिए नगर निगम ने इस बार व्यापक स्तर पर तैयारी शुरू कर दी है। नालों की सफाई के लिए करीब 23.70 करोड़ रुपए का बजट निर्धारित किया गया है। अधिकारियों को निर्देश दिए गए हैं कि एक महीने के भीतर सभी प्रमुख नालों की सफाई पूरी की जाए। फरीदाबाद, 7 अप्रैल (नवोदय टाइम्स): शहर में बारिश के दौरान जलभराव की समस्या से निपटने के लिए नगर निगम ने इस बार व्यापक स्तर पर तैयारी शुरू कर दी है। नालों की सफाई के लिए करीब 23.70 करोड़ रुपए का बजट निर्धारित किया गया है। अधिकारियों को निर्देश दिए गए हैं कि एक महीने के भीतर सभी [248, 860, 330, 1005]
